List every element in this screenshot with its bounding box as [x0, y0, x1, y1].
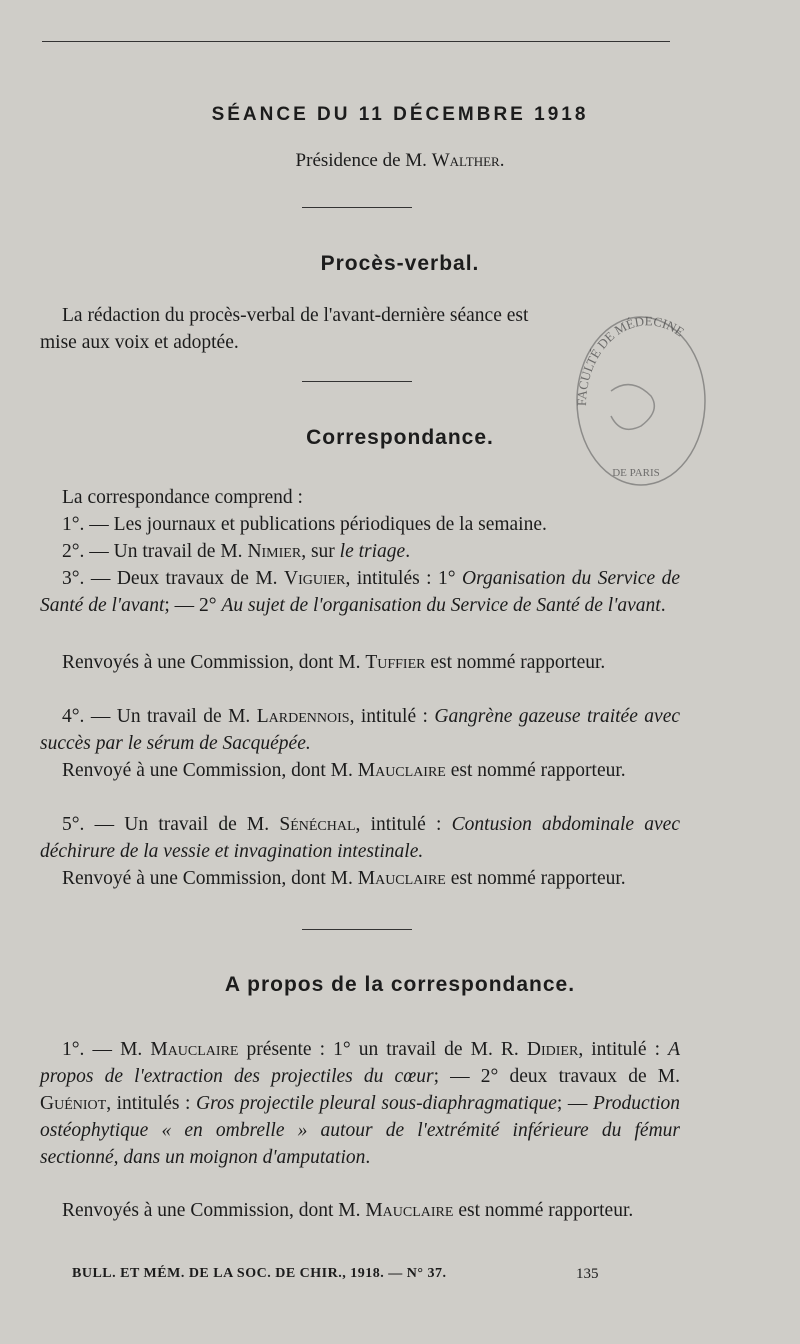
footer-citation: BULL. ET MÉM. DE LA SOC. DE CHIR., 1918. — N° 37.	[72, 1266, 447, 1281]
page-number: 135	[576, 1266, 599, 1282]
text: 2°. — Un travail de M.	[62, 541, 248, 562]
work-title: Organisation du Service de Santé de l'avant	[40, 568, 680, 616]
text: 4°. — Un travail de M.	[62, 706, 257, 727]
correspondance-renvoi-3	[40, 649, 680, 676]
proces-verbal-line: La rédaction du procès-verbal de l'avant-dernière séance est	[62, 305, 529, 326]
author-name: Viguier	[284, 568, 346, 589]
text: , intitulé :	[349, 706, 435, 727]
work-title: Gangrène gazeuse traitée avec succès par le sérum de Sacquépée.	[40, 706, 681, 754]
text: Renvoyé à une Commission, dont M.	[62, 868, 358, 889]
text: Renvoyé à une Commission, dont M.	[62, 760, 358, 781]
correspondance-renvoi-5	[40, 865, 680, 892]
text: est nommé rapporteur.	[445, 760, 626, 781]
rapporteur-name: Mauclaire	[365, 1200, 454, 1221]
work-title: Production ostéophytique « en ombrelle » autour de l'extrémité inférieure du fémur sectionné, dans un moignon d'amputation	[40, 1093, 681, 1168]
president-name: Walther	[431, 150, 500, 171]
presidence-end: .	[499, 150, 505, 171]
work-title: Contusion abdominale avec déchirure de la vessie et invagination intestinale.	[40, 814, 680, 862]
divider	[302, 929, 412, 930]
section-title-proces-verbal: Procès-verbal.	[320, 252, 480, 275]
section-title-correspondance: Correspondance.	[306, 426, 494, 449]
rapporteur-name: Mauclaire	[357, 868, 446, 889]
top-rule	[42, 41, 670, 42]
stamp-text-bottom: DE PARIS	[612, 467, 660, 479]
a-propos-paragraph	[40, 1036, 680, 1171]
divider	[302, 207, 412, 208]
text: , intitulé :	[578, 1039, 669, 1060]
rapporteur-name: Tuffier	[365, 652, 426, 673]
author-name: Didier	[526, 1039, 579, 1060]
proces-verbal-line: mise aux voix et adoptée.	[40, 332, 239, 353]
text: .	[660, 595, 666, 616]
correspondance-item-5	[40, 811, 680, 865]
a-propos-renvoi	[40, 1197, 680, 1224]
work-title: A propos de l'extraction des projectiles du cœur	[40, 1039, 680, 1087]
text: 3°. — Deux travaux de M.	[62, 568, 284, 589]
text: 1°. — M.	[62, 1039, 151, 1060]
presidence-label: Présidence de M.	[295, 150, 432, 171]
text: , intitulés :	[106, 1093, 197, 1114]
text: est nommé rapporteur.	[425, 652, 606, 673]
author-name: Lardennois	[256, 706, 350, 727]
work-title: Au sujet de l'organisation du Service de Santé de l'avant	[221, 595, 661, 616]
author-name: Sénéchal	[279, 814, 356, 835]
correspondance-item-3	[40, 565, 680, 619]
text: .	[405, 541, 411, 562]
correspondance-item-1: 1°. — Les journaux et publications périodiques de la semaine.	[62, 514, 547, 535]
author-name: Guéniot	[40, 1093, 107, 1114]
text: 5°. — Un travail de M.	[62, 814, 280, 835]
rapporteur-name: Mauclaire	[357, 760, 446, 781]
text: est nommé rapporteur.	[453, 1200, 634, 1221]
author-name: Nimier	[247, 541, 302, 562]
section-title-a-propos: A propos de la correspondance.	[224, 973, 576, 996]
stamp-text: FACULTÉ DE MÉDECINE	[573, 313, 688, 407]
svg-text:FACULTÉ DE MÉDECINE	[574, 313, 687, 406]
text: , sur	[301, 541, 340, 562]
text: est nommé rapporteur.	[445, 868, 626, 889]
work-title: le triage	[339, 541, 406, 562]
correspondance-item-2	[40, 538, 680, 565]
correspondance-intro: La correspondance comprend :	[62, 487, 303, 508]
text: présente : 1° un travail de M. R.	[238, 1039, 527, 1060]
correspondance-renvoi-4	[40, 757, 680, 784]
text: , intitulé :	[355, 814, 452, 835]
divider	[302, 381, 412, 382]
presidence-line	[0, 150, 800, 172]
correspondance-item-4	[40, 703, 680, 757]
author-name: Mauclaire	[150, 1039, 239, 1060]
work-title: Gros projectile pleural sous-diaphragmatique	[196, 1093, 557, 1114]
text: Renvoyés à une Commission, dont M.	[62, 1200, 366, 1221]
text: Renvoyés à une Commission, dont M.	[62, 652, 366, 673]
text: , intitulés : 1°	[345, 568, 463, 589]
text: .	[365, 1147, 371, 1168]
text: ; — 2°	[164, 595, 222, 616]
library-stamp-icon	[566, 296, 716, 496]
text: ; —	[556, 1093, 593, 1114]
text: ; — 2° deux travaux de M.	[433, 1066, 680, 1087]
seance-heading: SÉANCE DU 11 DÉCEMBRE 1918	[211, 104, 589, 125]
